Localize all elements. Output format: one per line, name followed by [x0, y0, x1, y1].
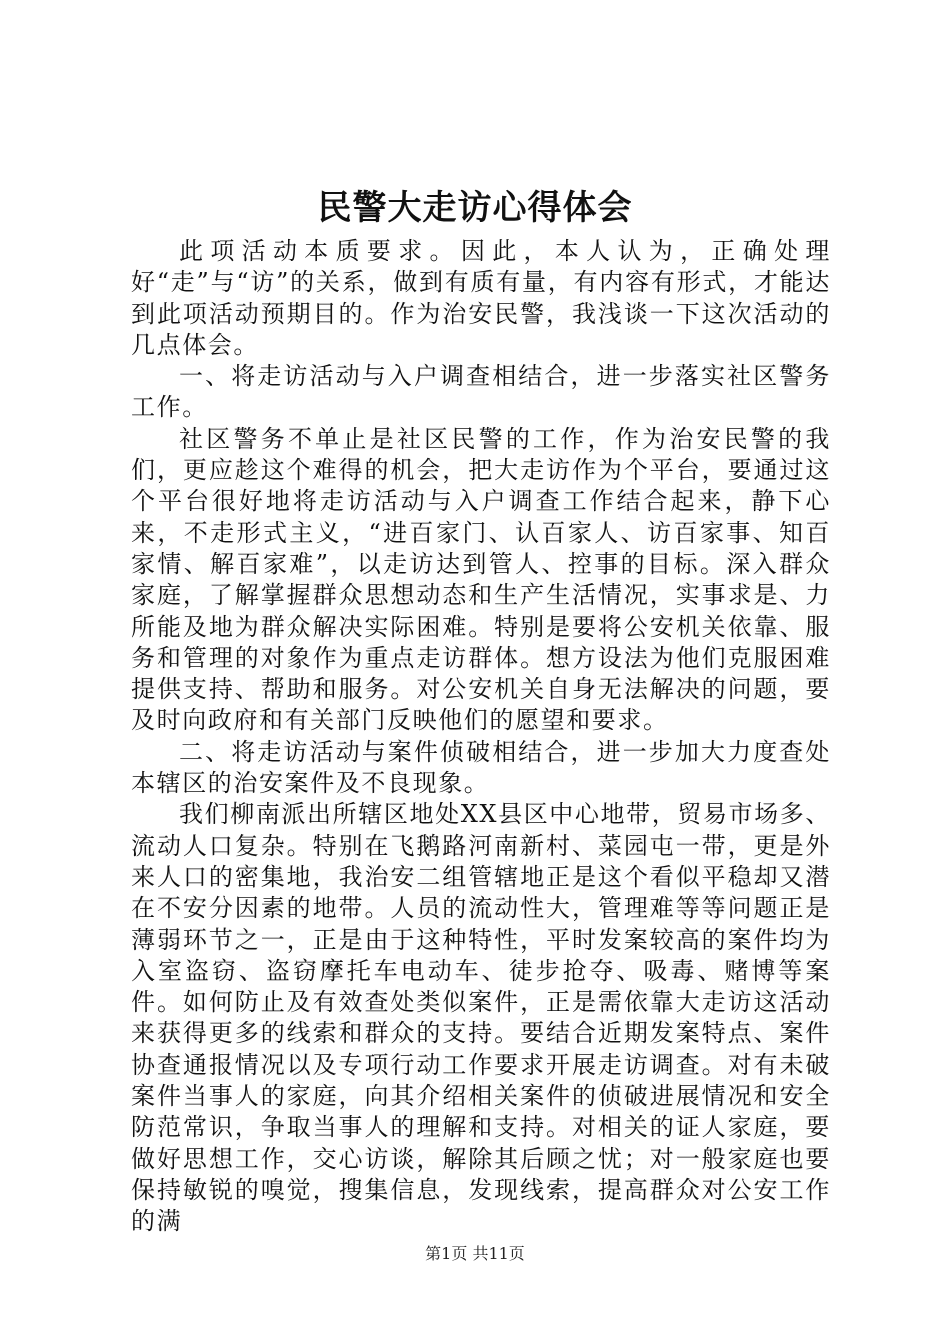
- paragraph-community-policing: 社区警务不单止是社区民警的工作，作为治安民警的我们，更应趁这个难得的机会，把大走访作为个平台，要通过这个平台很好地将走访活动与入户调查工作结合起来，静下心来，不走形式主义，“进百家门、认百家人、访百家事、知百家情、解百家难”，以走访达到管人、控事的目标。深入群众家庭，了解掌握群众思想动态和生产生活情况，实事求是、力所能及地为群众解决实际困难。特别是要将公安机关依靠、服务和管理的对象作为重点走访群体。想方设法为他们克服困难提供支持、帮助和服务。对公安机关自身无法解决的问题，要及时向政府和有关部门反映他们的愿望和要求。: [131, 424, 831, 735]
- page-number-footer: 第1页 共11页: [425, 1244, 525, 1263]
- document-title: 民警大走访心得体会: [317, 188, 633, 228]
- paragraph-heading-one: 一、将走访活动与入户调查相结合，进一步落实社区警务工作。: [131, 362, 831, 422]
- paragraph-heading-two: 二、将走访活动与案件侦破相结合，进一步加大力度查处本辖区的治安案件及不良现象。: [131, 737, 831, 798]
- paragraph-intro: 此项活动本质要求。因此，本人认为，正确处理好“走”与“访”的关系，做到有质有量，有内容有形式，才能达到此项活动预期目的。作为治安民警，我浅谈一下这次活动的几点体会。: [131, 237, 831, 359]
- document-body: [131, 236, 831, 1238]
- paragraph-case-investigation: 我们柳南派出所辖区地处XX县区中心地带，贸易市场多、流动人口复杂。特别在飞鹅路河南新村、菜园屯一带，更是外来人口的密集地，我治安二组管辖地正是这个看似平稳却又潜在不安分因素的地带。人员的流动性大，管理难等等问题正是薄弱环节之一，正是由于这种特性，平时发案较高的案件均为入室盗窃、盗窃摩托车电动车、徒步抢夺、吸毒、赌博等案件。如何防止及有效查处类似案件，正是需依靠大走访这活动来获得更多的线索和群众的支持。要结合近期发案特点、案件协查通报情况以及专项行动工作要求开展走访调查。对有未破案件当事人的家庭，向其介绍相关案件的侦破进展情况和安全防范常识，争取当事人的理解和支持。对相关的证人家庭，要做好思想工作，交心访谈，解除其后顾之忧；对一般家庭也要保持敏锐的嗅觉，搜集信息，发现线索，提高群众对公安工作的满: [131, 800, 831, 1236]
